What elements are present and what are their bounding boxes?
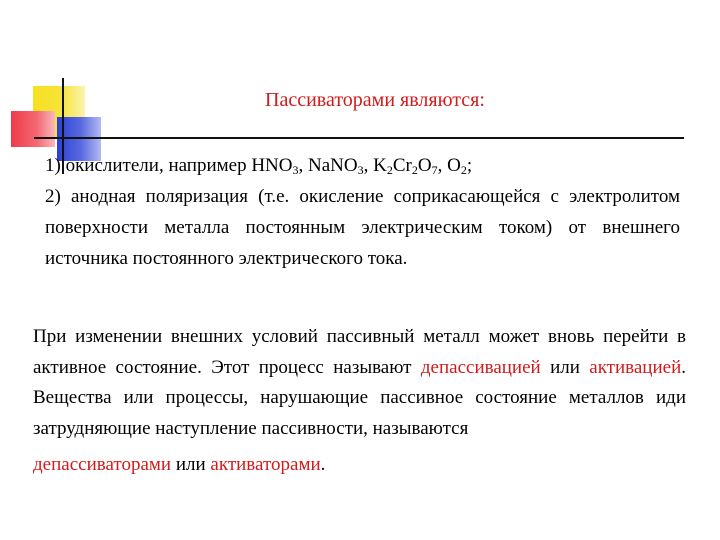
- decor-horizontal-line: [34, 137, 684, 139]
- term-depassivation: депассивацией: [420, 356, 541, 378]
- list-item-anodic-polarization: 2) анодная поляризация (т.е. окисление соприкасающейся с электролитом поверхности металла постоянным электрическим током) от внешнего источника постоянного электрического тока.: [45, 186, 680, 269]
- list-item-oxidizers: 1) окислители, например $HNO_3$, NaNO$_3$, $K_2Cr_2O_7$, $O_2$;: [45, 155, 473, 177]
- decor-red-square: [11, 111, 55, 147]
- term-activators: активаторами: [210, 454, 321, 475]
- term-depassivators: депассиваторами: [33, 454, 172, 475]
- passivators-list: [45, 150, 680, 274]
- term-activation: активацией: [589, 356, 682, 378]
- slide-title: Пассиваторами являются:: [265, 89, 485, 111]
- depassivation-paragraph: При изменении внешних условий пассивный металл может вновь перейти в активное состояние. Этот процесс называют депассивацией или активацией. Вещества или процессы, нарушающие пассивное состояние металлов иди затрудняющие наступление пассивности, называются депассиваторами или активаторами.: [33, 326, 686, 475]
